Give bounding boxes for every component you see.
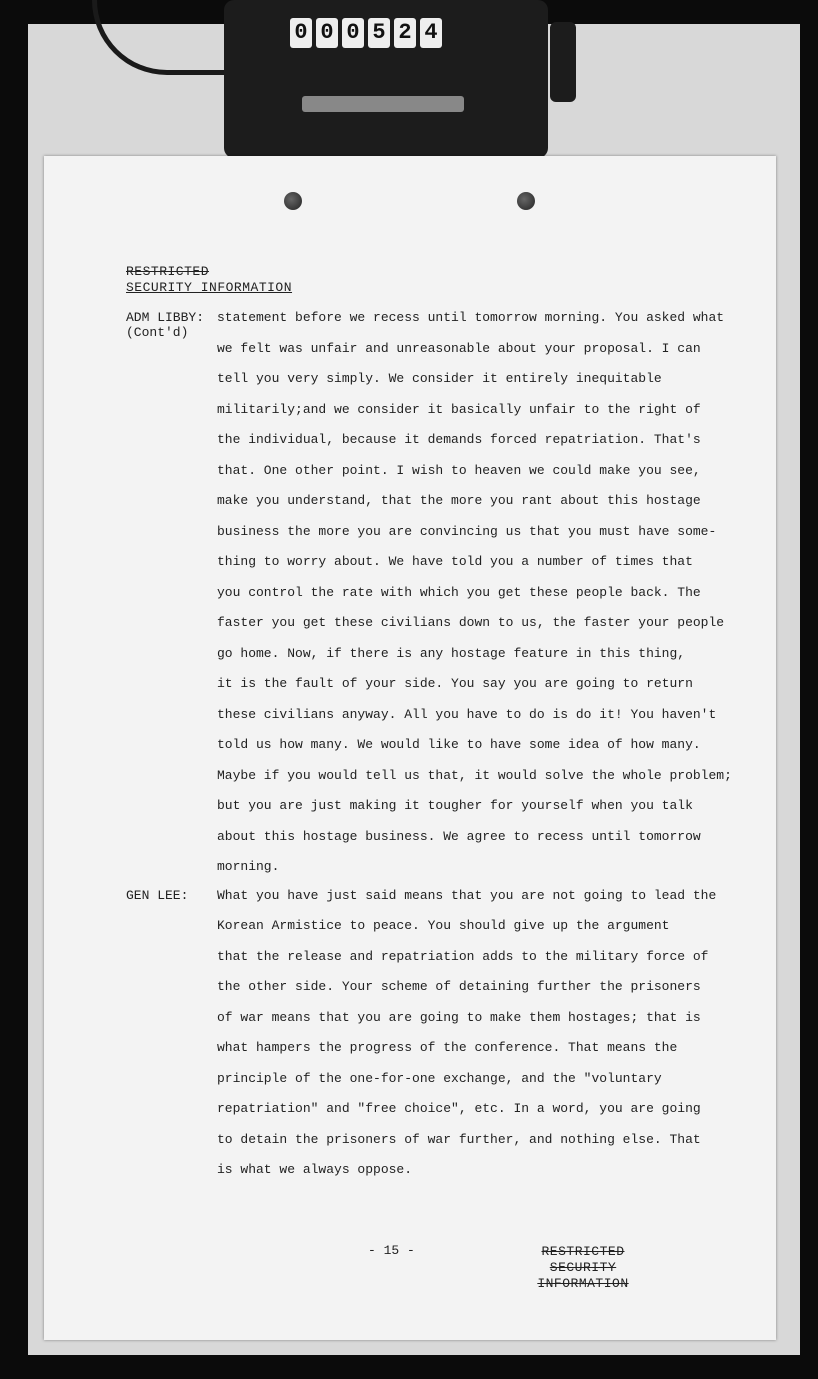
text-line: What you have just said means that you are not going to lead the (217, 888, 717, 903)
footer-classification (503, 1244, 663, 1292)
text-line: it is the fault of your side. You say you are going to return (217, 676, 693, 691)
text-line: but you are just making it tougher for yourself when you talk (217, 798, 693, 813)
speaker-adm-libby (126, 310, 204, 340)
counter-digit: 5 (368, 18, 390, 48)
classification-restricted: RESTRICTED (541, 1244, 625, 1259)
counter-knob (550, 22, 576, 102)
text-line: that the release and repatriation adds to the military force of (217, 949, 709, 964)
text-line: the other side. Your scheme of detaining further the prisoners (217, 979, 701, 994)
text-line: morning. (217, 859, 280, 874)
text-line: we felt was unfair and unreasonable about your proposal. I can (217, 341, 701, 356)
counter-digit: 0 (290, 18, 312, 48)
text-line: is what we always oppose. (217, 1162, 413, 1177)
text-line: statement before we recess until tomorrow morning. You asked what (217, 310, 725, 325)
text-line: business the more you are convincing us that you must have some- (217, 524, 717, 539)
counter-digit: 0 (316, 18, 338, 48)
text-line: what hampers the progress of the conference. That means the (217, 1040, 678, 1055)
counter-digit: 2 (394, 18, 416, 48)
text-line: that. One other point. I wish to heaven we could make you see, (217, 463, 701, 478)
text-line: of war means that you are going to make them hostages; that is (217, 1010, 701, 1025)
text-line: militarily;and we consider it basically unfair to the right of (217, 402, 701, 417)
counter-digit: 0 (342, 18, 364, 48)
text-line: principle of the one-for-one exchange, and the "voluntary (217, 1071, 662, 1086)
text-line: told us how many. We would like to have some idea of how many. (217, 737, 701, 752)
punch-hole (284, 192, 302, 210)
speaker-gen-lee (126, 888, 188, 903)
header-classification (126, 264, 292, 296)
text-line: Maybe if you would tell us that, it would solve the whole problem; (217, 768, 732, 783)
counter-slot (302, 96, 464, 112)
text-line: Korean Armistice to peace. You should give up the argument (217, 918, 670, 933)
text-line: these civilians anyway. All you have to do is do it! You haven't (217, 707, 717, 722)
text-line: make you understand, that the more you rant about this hostage (217, 493, 701, 508)
punch-hole (517, 192, 535, 210)
classification-security: SECURITY INFORMATION (126, 280, 293, 295)
text-line: repatriation" and "free choice", etc. In a word, you are going (217, 1101, 701, 1116)
counter-digits (290, 18, 442, 48)
text-line: thing to worry about. We have told you a number of times that (217, 554, 693, 569)
classification-security: SECURITY INFORMATION (537, 1260, 629, 1291)
counter-digit: 4 (420, 18, 442, 48)
page-number: - 15 - (368, 1243, 415, 1258)
classification-restricted: RESTRICTED (126, 264, 210, 279)
text-line: faster you get these civilians down to us, the faster your people (217, 615, 725, 630)
text-line: go home. Now, if there is any hostage feature in this thing, (217, 646, 686, 661)
text-line: tell you very simply. We consider it entirely inequitable (217, 371, 662, 386)
text-line: about this hostage business. We agree to recess until tomorrow (217, 829, 701, 844)
speaker-cont: (Cont'd) (126, 325, 189, 340)
speaker-name: ADM LIBBY: (126, 310, 205, 325)
frame-counter (224, 0, 548, 158)
speaker-name: GEN LEE: (126, 888, 189, 903)
text-line: the individual, because it demands forced repatriation. That's (217, 432, 701, 447)
text-line: you control the rate with which you get these people back. The (217, 585, 701, 600)
text-line: to detain the prisoners of war further, and nothing else. That (217, 1132, 701, 1147)
